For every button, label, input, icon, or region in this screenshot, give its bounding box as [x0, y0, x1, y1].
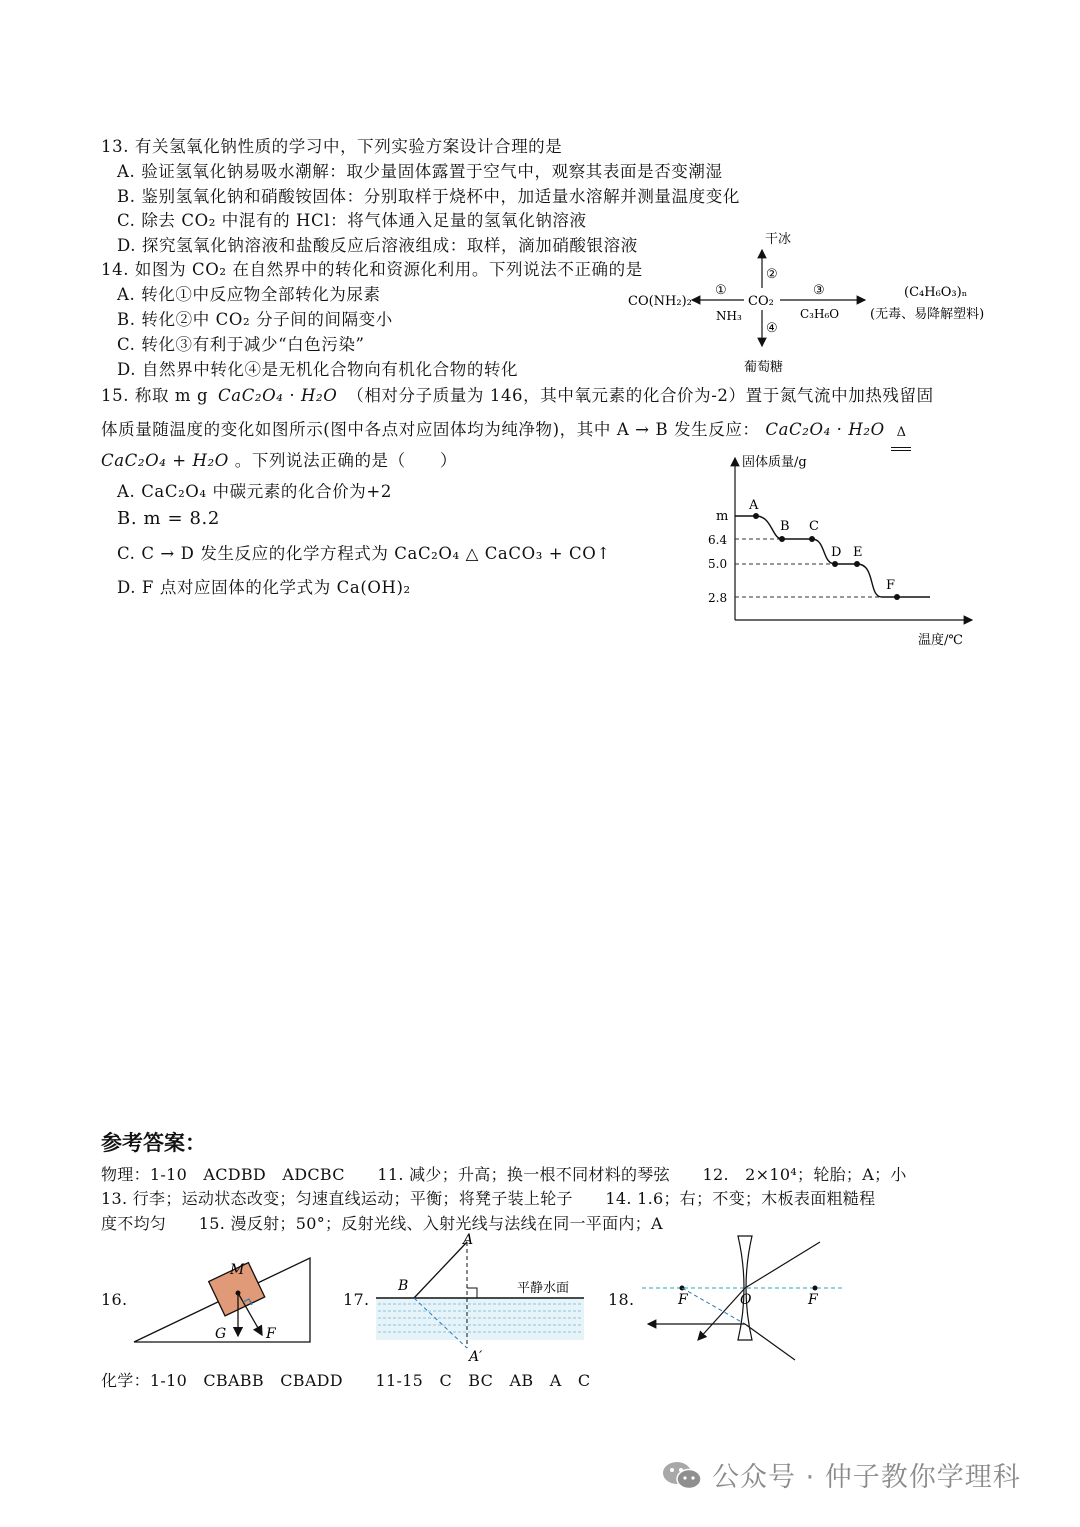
- diagram-center: CO₂: [748, 294, 774, 309]
- incident-ray-2: [745, 1324, 795, 1360]
- wechat-icon: [660, 1457, 704, 1493]
- y-axis-label: 固体质量/g: [742, 455, 807, 470]
- q15-line2: [101, 416, 911, 440]
- fig17-a2-label: A′: [469, 1349, 483, 1365]
- fig16-number: 16.: [101, 1290, 128, 1309]
- point-f: [894, 594, 900, 600]
- co2-conversion-diagram: [620, 228, 1020, 378]
- diagram-n2: ②: [766, 267, 778, 282]
- fig17-b-label: B: [398, 1278, 409, 1294]
- diagram-n1: ①: [715, 283, 727, 298]
- mass-temperature-graph: [700, 448, 990, 653]
- q15-line3-a: CaC₂O₄ + H₂O: [101, 451, 229, 470]
- q14-option-a: A. 转化①中反应物全部转化为尿素: [117, 285, 381, 304]
- q15-option-d: D. F 点对应固体的化学式为 Ca(OH)₂: [117, 578, 411, 597]
- q14-option-d: D. 自然界中转化④是无机化合物向有机化合物的转化: [117, 360, 519, 379]
- q13-option-b: B. 鉴别氢氧化钠和硝酸铵固体：分别取样于烧杯中，加适量水溶解并测量温度变化: [117, 187, 740, 206]
- fig18-o-label: O: [740, 1292, 752, 1308]
- label-e: E: [853, 545, 863, 560]
- point-c: [809, 536, 815, 542]
- answers-physics-line3: 度不均匀 15. 漫反射；50°；反射光线、入射光线与法线在同一平面内；A: [101, 1214, 663, 1233]
- q15-line3: [101, 447, 457, 471]
- fig16-m-label: M: [230, 1262, 245, 1278]
- label-f: F: [886, 578, 896, 593]
- q15-option-b: B. m = 8.2: [117, 508, 220, 529]
- q15-line1-a: 15. 称取 m g: [101, 386, 209, 405]
- q14-option-c: C. 转化③有利于减少“白色污染”: [117, 335, 365, 354]
- watermark: [660, 1455, 1021, 1494]
- q14-option-b: B. 转化②中 CO₂ 分子间的间隔变小: [117, 310, 393, 329]
- q15-formula-2: CaC₂O₄ · H₂O: [765, 420, 885, 439]
- ytick-6.4: 6.4: [708, 533, 728, 547]
- q15-line3-b: 。下列说法正确的是（ ）: [234, 451, 458, 470]
- answers-physics-line1: 物理：1-10 ACDBD ADCBC 11. 减少；升高；换一根不同材料的琴弦 12. 2×10⁴；轮胎；A；小: [101, 1165, 907, 1184]
- point-d: [832, 561, 838, 567]
- fig17-reflection-diagram: [372, 1230, 592, 1365]
- fig17-a-label: A: [463, 1232, 474, 1248]
- point-b: [779, 536, 785, 542]
- q15-option-c: C. C → D 发生反应的化学方程式为 CaC₂O₄ △ CaCO₃ + CO↑: [117, 544, 611, 563]
- q13-stem: 13. 有关氢氧化钠性质的学习中，下列实验方案设计合理的是: [101, 137, 563, 156]
- q13-option-a: A. 验证氢氧化钠易吸水潮解：取少量固体露置于空气中，观察其表面是否变潮湿: [117, 162, 723, 181]
- diagram-right-note: (无毒、易降解塑料): [870, 307, 985, 322]
- label-c: C: [809, 519, 819, 534]
- label-a: A: [749, 498, 759, 513]
- x-axis-label: 温度/℃: [918, 633, 963, 648]
- q15-line1-b: （相对分子质量为 146，其中氧元素的化合价为-2）置于氮气流中加热残留固: [347, 386, 934, 405]
- fig16-f-label: F: [266, 1326, 276, 1342]
- q15-formula: CaC₂O₄ · H₂O: [218, 386, 338, 405]
- q15-line1: [101, 382, 934, 406]
- answers-heading: 参考答案：: [101, 1131, 206, 1155]
- diagram-bottom: 葡萄糖: [744, 360, 784, 375]
- diagram-nh3: NH₃: [716, 309, 742, 323]
- point-a: [753, 513, 759, 519]
- fig18-f1-label: F: [678, 1292, 688, 1308]
- fig16-incline-diagram: [130, 1250, 320, 1350]
- diagram-top-label: 干冰: [765, 232, 792, 247]
- refracted-ray-1: [698, 1288, 745, 1340]
- fig17-number: 17.: [343, 1290, 370, 1309]
- point-e: [854, 561, 860, 567]
- fig18-number: 18.: [608, 1290, 635, 1309]
- q15-line2-a: 体质量随温度的变化如图所示(图中各点对应固体均为纯净物)，其中 A → B 发生反应：: [101, 420, 760, 439]
- diagram-n4: ④: [766, 321, 778, 336]
- q14-stem: 14. 如图为 CO₂ 在自然界中的转化和资源化利用。下列说法不正确的是: [101, 260, 643, 279]
- fig18-lens-diagram: [640, 1232, 850, 1362]
- diagram-n3: ③: [813, 283, 825, 298]
- label-d: D: [831, 545, 842, 560]
- diagram-right: (C₄H₆O₃)ₙ: [904, 285, 968, 300]
- diagram-left: CO(NH₂)₂: [628, 294, 692, 309]
- answers-chemistry: 化学：1-10 CBABB CBADD 11-15 C BC AB A C: [101, 1371, 591, 1390]
- answers-physics-line2: 13. 行李；运动状态改变；匀速直线运动；平衡；将凳子装上轮子 14. 1.6；右；不变；木板表面粗糙程: [101, 1189, 876, 1208]
- ytick-m: m: [716, 509, 729, 524]
- diagram-c3h6o: C₃H₆O: [800, 307, 840, 321]
- q13-option-c: C. 除去 CO₂ 中混有的 HCl：将气体通入足量的氢氧化钠溶液: [117, 211, 587, 230]
- incident-ray-1: [745, 1242, 820, 1288]
- ytick-2.8: 2.8: [708, 591, 728, 605]
- ytick-5.0: 5.0: [708, 557, 728, 571]
- reflected-ray: [414, 1242, 467, 1298]
- fig17-water-label: 平静水面: [517, 1281, 570, 1296]
- label-b: B: [780, 519, 790, 534]
- delta-sign: Δ: [896, 425, 907, 440]
- fig16-g-label: G: [215, 1326, 227, 1342]
- q13-option-d: D. 探究氢氧化钠溶液和盐酸反应后溶液组成：取样，滴加硝酸银溶液: [117, 236, 638, 255]
- watermark-text: 公众号 · 仲子教你学理科: [712, 1462, 1021, 1493]
- q15-option-a: A. CaC₂O₄ 中碳元素的化合价为+2: [117, 482, 392, 501]
- fig18-f2-label: F: [808, 1292, 818, 1308]
